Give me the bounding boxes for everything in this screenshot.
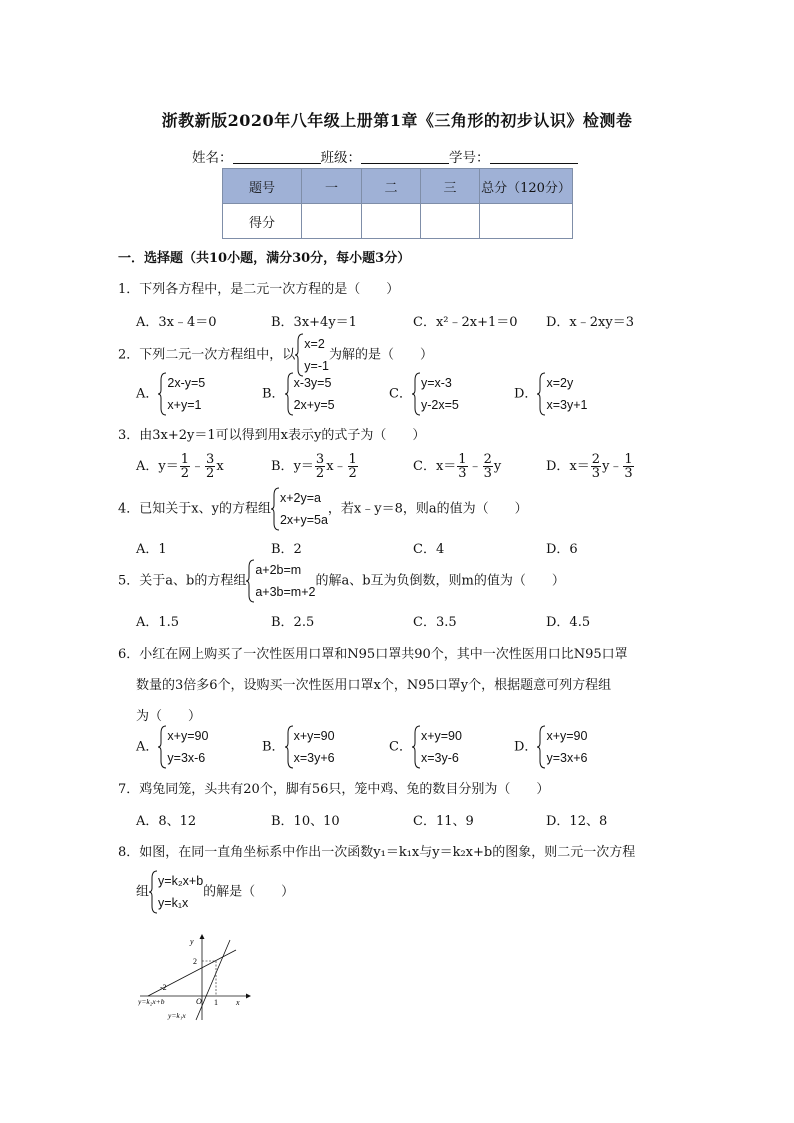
q6-line2: 数量的3倍多6个，设购买一次性医用口罩x个，N95口罩y个，根据题意可列方程组 [136, 678, 612, 693]
q2-stem [118, 333, 433, 377]
q6-option-d[interactable] [514, 725, 587, 769]
eq: y=x-3 [420, 376, 452, 390]
expr: y＝ [158, 459, 179, 474]
expr: x＝ [569, 459, 590, 474]
option-label: A． [136, 739, 159, 755]
name-blank[interactable] [233, 149, 321, 164]
x-axis-arrow [246, 994, 251, 999]
q3-option-d[interactable] [546, 453, 635, 480]
section-heading: 一．选择题（共10小题，满分30分，每小题3分） [118, 251, 411, 266]
q5-stem-post: 的解a、b互为负倒数，则m的值为（ ） [315, 573, 565, 589]
q6-d-system [537, 725, 587, 769]
q3-option-b[interactable] [271, 453, 359, 480]
q4-system [271, 487, 328, 531]
line1-label: y=k₂x+b [138, 997, 165, 1006]
score-row-label: 得分 [223, 204, 302, 239]
q5-stem-pre: 5．关于a、b的方程组 [118, 573, 247, 589]
eq: x=2y [546, 376, 574, 390]
q2-c-system [412, 372, 459, 416]
y-axis-arrow [200, 934, 205, 939]
score-table-header [223, 169, 573, 204]
eq: a+2b=m [255, 563, 302, 577]
eq: x=3y+6 [293, 751, 335, 765]
expr: x﹣ [326, 459, 347, 474]
q8-line2 [136, 870, 294, 914]
q7-option-a[interactable]: A．8、12 [136, 814, 197, 829]
score-row [223, 204, 573, 239]
q2-eq2: y=-1 [304, 359, 329, 373]
student-info [192, 146, 578, 166]
expr: x [216, 459, 224, 474]
eq: 2x-y=5 [167, 376, 206, 390]
q2-b-system [285, 372, 335, 416]
header-cell: 二 [362, 169, 421, 204]
q1-option-c[interactable]: C．x²﹣2x+1＝0 [413, 315, 518, 330]
q3-stem: 3．由3x+2y＝1可以得到用x表示y的式子为（ ） [118, 428, 426, 443]
option-label: C． [413, 459, 436, 474]
q2-option-a[interactable] [136, 372, 205, 416]
q2-a-system [158, 372, 205, 416]
option-label: D． [514, 739, 538, 755]
option-label: B． [271, 459, 294, 474]
fraction: $\frac{1}{2}$ [348, 452, 357, 481]
q1-option-b[interactable]: B．3x+4y＝1 [271, 315, 357, 330]
tick-x-1: 1 [214, 998, 218, 1007]
header-cell: 三 [421, 169, 480, 204]
q6-a-system [158, 725, 208, 769]
q2-stem-pre: 2．下列二元一次方程组中，以 [118, 347, 296, 363]
q5-option-c[interactable]: C．3.5 [413, 615, 457, 630]
eq: y=3x+6 [546, 751, 588, 765]
line2-label: y=k₁x [168, 1011, 186, 1020]
class-blank[interactable] [361, 149, 449, 164]
q2-option-c[interactable] [389, 372, 459, 416]
q4-option-c[interactable]: C．4 [413, 542, 445, 557]
eq: x+y=1 [167, 398, 202, 412]
q8-pre: 组 [136, 884, 150, 900]
header-cell: 总分（120分） [480, 169, 573, 204]
eq: x+y=90 [546, 729, 588, 743]
eq: a+3b=m+2 [255, 585, 316, 599]
fraction: $\frac{3}{2}$ [315, 452, 325, 481]
eq: x+2y=a [279, 491, 321, 505]
q6-option-a[interactable] [136, 725, 208, 769]
tick-y-2: 2 [193, 957, 197, 966]
header-cell: 题号 [223, 169, 302, 204]
q8-post: 的解是（ ） [203, 884, 295, 900]
fraction: $\frac{1}{3}$ [458, 452, 467, 481]
q7-stem: 7．鸡兔同笼，头共有20个，脚有56只，笼中鸡、兔的数目分别为（ ） [118, 782, 550, 797]
eq: y=3x-6 [167, 751, 206, 765]
eq: y=k₁x [158, 896, 189, 910]
expr: y＝ [293, 459, 314, 474]
q4-stem-pre: 4．已知关于x、y的方程组 [118, 501, 271, 517]
q5-stem [118, 559, 565, 603]
id-blank[interactable] [490, 149, 578, 164]
x-axis-label: x [236, 998, 240, 1007]
q4-stem-post: ，若x﹣y＝8，则a的值为（ ） [327, 501, 528, 517]
q5-system [246, 559, 315, 603]
q3-option-c[interactable] [413, 453, 501, 480]
q4-option-d[interactable]: D．6 [546, 542, 578, 557]
q6-c-system [412, 725, 462, 769]
score-cell[interactable] [421, 204, 480, 239]
q2-d-system [537, 372, 587, 416]
name-label: 姓名： [192, 150, 233, 166]
q7-option-b[interactable]: B．10、10 [271, 814, 340, 829]
tick-x-neg2: -2 [160, 983, 167, 992]
function-graph [138, 932, 253, 1022]
fraction: $\frac{2}{3}$ [591, 452, 601, 481]
fraction: $\frac{2}{3}$ [483, 452, 492, 481]
option-label: C． [389, 386, 412, 402]
q2-eq1: x=2 [304, 337, 325, 351]
eq: x=3y-6 [420, 751, 459, 765]
q4-option-b[interactable]: B．2 [271, 542, 302, 557]
expr: x＝ [435, 459, 457, 474]
option-label: B． [262, 739, 285, 755]
q3-option-a[interactable] [136, 453, 224, 480]
eq: x+y=90 [420, 729, 462, 743]
fraction: $\frac{1}{3}$ [624, 452, 633, 481]
q5-option-d[interactable]: D．4.5 [546, 615, 591, 630]
q2-system [295, 333, 329, 377]
eq: 2x+y=5 [293, 398, 335, 412]
expr: ﹣ [191, 459, 205, 474]
q4-option-a[interactable]: A．1 [136, 542, 167, 557]
q6-line3: 为（ ） [136, 709, 202, 724]
score-cell[interactable] [480, 204, 573, 239]
q5-option-b[interactable]: B．2.5 [271, 615, 315, 630]
line-k1x [196, 940, 230, 1020]
q5-option-a[interactable]: A．1.5 [136, 615, 180, 630]
origin-label: O [196, 997, 202, 1006]
q1-option-d[interactable]: D．x﹣2xy＝3 [546, 315, 634, 330]
expr: y﹣ [602, 459, 623, 474]
q1-stem: 1．下列各方程中，是二元一次方程的是（ ） [118, 282, 400, 297]
expr: y [493, 459, 502, 474]
eq: y=k₂x+b [158, 874, 204, 888]
q6-option-b[interactable] [262, 725, 335, 769]
q7-option-d[interactable]: D．12、8 [546, 814, 608, 829]
q2-option-b[interactable] [262, 372, 335, 416]
eq: x+y=90 [167, 729, 209, 743]
y-axis-label: y [190, 937, 194, 946]
q4-stem [118, 487, 528, 531]
id-label: 学号： [449, 150, 490, 166]
page-title: 浙教新版2020年八年级上册第1章《三角形的初步认识》检测卷 [161, 111, 633, 130]
class-label: 班级： [320, 150, 361, 166]
expr: ﹣ [468, 459, 482, 474]
score-cell[interactable] [302, 204, 362, 239]
option-label: D． [514, 386, 538, 402]
header-cell: 一 [302, 169, 362, 204]
q2-stem-post: 为解的是（ ） [328, 347, 433, 363]
eq: y-2x=5 [420, 398, 459, 412]
q1-option-a[interactable]: A．3x﹣4＝0 [136, 315, 217, 330]
q6-b-system [285, 725, 335, 769]
q7-option-c[interactable]: C．11、9 [413, 814, 474, 829]
eq: x-3y=5 [293, 376, 332, 390]
q8-line1: 8．如图，在同一直角坐标系中作出一次函数y₁＝k₁x与y＝k₂x+b的图象，则二元一次方程 [118, 845, 636, 860]
q6-line1: 6．小红在网上购买了一次性医用口罩和N95口罩共90个，其中一次性医用口比N95口罩 [118, 647, 628, 662]
fraction: $\frac{1}{2}$ [180, 452, 190, 481]
score-table [222, 168, 573, 239]
eq: 2x+y=5a [279, 513, 328, 527]
eq: x=3y+1 [546, 398, 588, 412]
eq: x+y=90 [293, 729, 335, 743]
option-label: A． [136, 459, 159, 474]
q6-option-c[interactable] [389, 725, 462, 769]
score-cell[interactable] [362, 204, 421, 239]
option-label: C． [389, 739, 412, 755]
option-label: B． [262, 386, 285, 402]
fraction: $\frac{3}{2}$ [206, 452, 215, 481]
q8-system [149, 870, 203, 914]
option-label: D． [546, 459, 570, 474]
q2-option-d[interactable] [514, 372, 587, 416]
option-label: A． [136, 386, 159, 402]
